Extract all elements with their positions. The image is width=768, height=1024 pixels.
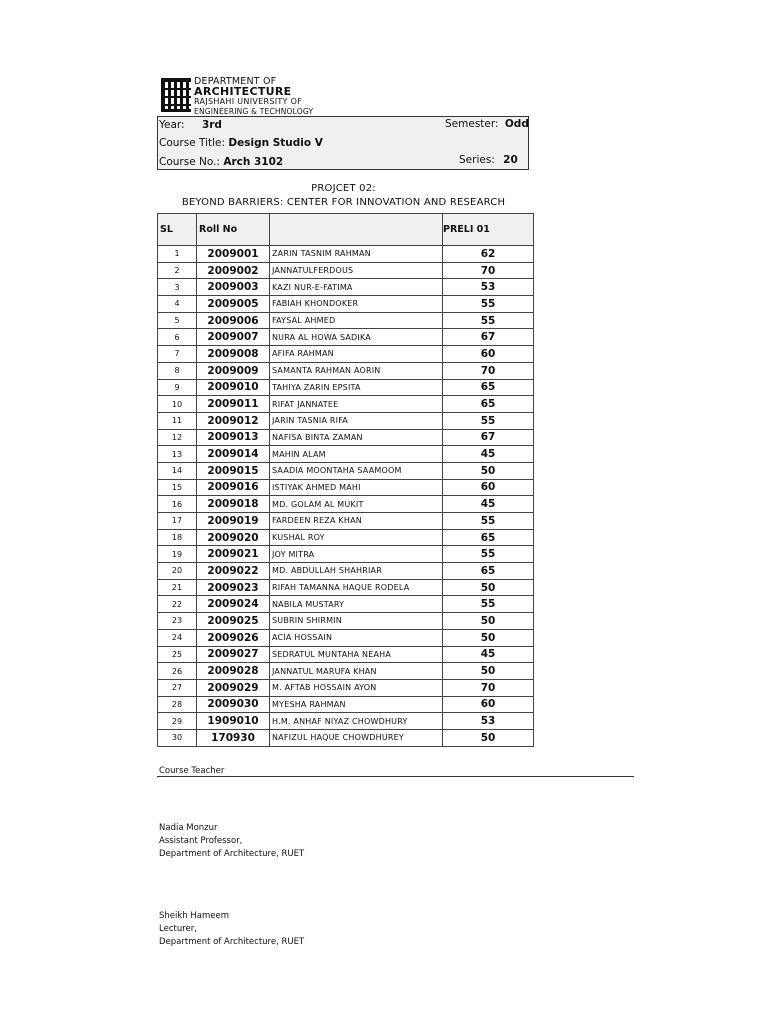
teacher-1-dept: Department of Architecture, RUET xyxy=(159,849,305,859)
row-roll-no: 2009027 xyxy=(197,646,270,663)
row-roll-no: 2009029 xyxy=(197,679,270,696)
row-sl: 20 xyxy=(158,563,197,580)
row-roll-no: 2009012 xyxy=(197,412,270,429)
row-student-name: FABIAH KHONDOKER xyxy=(270,296,443,313)
row-sl: 22 xyxy=(158,596,197,613)
row-roll-no: 2009019 xyxy=(197,513,270,530)
row-preli-score: 65 xyxy=(443,379,534,396)
row-student-name: MAHIN ALAM xyxy=(270,446,443,463)
row-preli-score: 65 xyxy=(443,563,534,580)
table-row xyxy=(158,312,534,329)
row-sl: 7 xyxy=(158,346,197,363)
row-sl: 6 xyxy=(158,329,197,346)
row-roll-no: 2009009 xyxy=(197,362,270,379)
teacher-1-block xyxy=(159,822,304,861)
semester-row xyxy=(445,118,529,130)
table-header-row xyxy=(158,214,534,246)
row-roll-no: 2009007 xyxy=(197,329,270,346)
marks-table xyxy=(157,213,534,747)
row-preli-score: 45 xyxy=(443,646,534,663)
header-preli-01: PRELI 01 xyxy=(443,214,534,246)
row-sl: 4 xyxy=(158,296,197,313)
row-student-name: ACIA HOSSAIN xyxy=(270,629,443,646)
table-row xyxy=(158,679,534,696)
row-roll-no: 2009016 xyxy=(197,479,270,496)
teacher-2-name: Sheikh Hameem xyxy=(159,911,230,921)
row-sl: 19 xyxy=(158,546,197,563)
row-sl: 12 xyxy=(158,429,197,446)
row-preli-score: 45 xyxy=(443,446,534,463)
row-preli-score: 65 xyxy=(443,529,534,546)
table-row xyxy=(158,329,534,346)
row-roll-no: 2009010 xyxy=(197,379,270,396)
row-preli-score: 53 xyxy=(443,713,534,730)
row-roll-no: 2009021 xyxy=(197,546,270,563)
course-title-value: Design Studio V xyxy=(228,137,323,149)
table-row xyxy=(158,379,534,396)
row-sl: 16 xyxy=(158,496,197,513)
header-roll-no: Roll No xyxy=(197,214,270,246)
table-row xyxy=(158,713,534,730)
department-name-block xyxy=(194,77,313,117)
dept-line-3: RAJSHAHI UNIVERSITY OF xyxy=(194,97,303,106)
row-student-name: JANNATULFERDOUS xyxy=(270,262,443,279)
row-roll-no: 2009018 xyxy=(197,496,270,513)
row-roll-no: 2009020 xyxy=(197,529,270,546)
teacher-1-name: Nadia Monzur xyxy=(159,823,218,833)
row-student-name: NURA AL HOWA SADIKA xyxy=(270,329,443,346)
row-sl: 30 xyxy=(158,729,197,746)
header-name xyxy=(270,214,443,246)
table-row xyxy=(158,513,534,530)
row-preli-score: 70 xyxy=(443,362,534,379)
row-sl: 1 xyxy=(158,246,197,263)
row-student-name: KAZI NUR-E-FATIMA xyxy=(270,279,443,296)
row-student-name: RIFAH TAMANNA HAQUE RODELA xyxy=(270,579,443,596)
table-row xyxy=(158,396,534,413)
project-title: BEYOND BARRIERS: CENTER FOR INNOVATION AND RESEARCH xyxy=(181,197,506,208)
row-preli-score: 55 xyxy=(443,412,534,429)
series-row xyxy=(459,154,518,166)
row-student-name: NAFIZUL HAQUE CHOWDHUREY xyxy=(270,729,443,746)
row-roll-no: 2009005 xyxy=(197,296,270,313)
row-roll-no: 1909010 xyxy=(197,713,270,730)
row-preli-score: 60 xyxy=(443,696,534,713)
series-value: 20 xyxy=(503,154,518,166)
row-roll-no: 2009024 xyxy=(197,596,270,613)
row-preli-score: 55 xyxy=(443,546,534,563)
row-student-name: H.M. ANHAF NIYAZ CHOWDHURY xyxy=(270,713,443,730)
row-student-name: SEDRATUL MUNTAHA NEAHA xyxy=(270,646,443,663)
course-no-value: Arch 3102 xyxy=(223,156,284,168)
row-student-name: TAHIYA ZARIN EPSITA xyxy=(270,379,443,396)
row-roll-no: 2009003 xyxy=(197,279,270,296)
row-roll-no: 2009028 xyxy=(197,663,270,680)
row-preli-score: 50 xyxy=(443,663,534,680)
teacher-2-title: Lecturer, xyxy=(159,924,197,934)
row-sl: 23 xyxy=(158,613,197,630)
table-row xyxy=(158,646,534,663)
table-row xyxy=(158,729,534,746)
row-student-name: FARDEEN REZA KHAN xyxy=(270,513,443,530)
row-preli-score: 70 xyxy=(443,262,534,279)
table-row xyxy=(158,629,534,646)
row-sl: 3 xyxy=(158,279,197,296)
table-row xyxy=(158,279,534,296)
row-roll-no: 2009006 xyxy=(197,312,270,329)
row-preli-score: 45 xyxy=(443,496,534,513)
table-row xyxy=(158,529,534,546)
row-preli-score: 62 xyxy=(443,246,534,263)
course-title-row xyxy=(159,137,323,149)
dept-line-1: DEPARTMENT OF xyxy=(194,76,277,87)
department-logo-icon xyxy=(161,78,191,112)
year-row xyxy=(159,119,222,131)
year-value: 3rd xyxy=(201,119,222,131)
table-row xyxy=(158,296,534,313)
row-sl: 2 xyxy=(158,262,197,279)
dept-line-2: ARCHITECTURE xyxy=(194,85,292,98)
row-roll-no: 2009011 xyxy=(197,396,270,413)
row-student-name: SAMANTA RAHMAN AORIN xyxy=(270,362,443,379)
table-row xyxy=(158,429,534,446)
row-sl: 17 xyxy=(158,513,197,530)
row-roll-no: 2009030 xyxy=(197,696,270,713)
row-sl: 26 xyxy=(158,663,197,680)
row-preli-score: 70 xyxy=(443,679,534,696)
table-row xyxy=(158,563,534,580)
row-sl: 28 xyxy=(158,696,197,713)
row-roll-no: 2009022 xyxy=(197,563,270,580)
row-student-name: ISTIYAK AHMED MAHI xyxy=(270,479,443,496)
row-student-name: MD. GOLAM AL MUKIT xyxy=(270,496,443,513)
row-student-name: SUBRIN SHIRMIN xyxy=(270,613,443,630)
row-sl: 8 xyxy=(158,362,197,379)
row-student-name: NAFISA BINTA ZAMAN xyxy=(270,429,443,446)
course-no-label: Course No.: xyxy=(159,156,220,168)
teacher-2-block xyxy=(159,910,304,949)
table-row xyxy=(158,579,534,596)
table-row xyxy=(158,362,534,379)
teacher-1-title: Assistant Professor, xyxy=(159,836,243,846)
row-sl: 9 xyxy=(158,379,197,396)
row-student-name: JOY MITRA xyxy=(270,546,443,563)
row-preli-score: 50 xyxy=(443,729,534,746)
row-sl: 24 xyxy=(158,629,197,646)
project-number: PROJCET 02: xyxy=(311,183,376,194)
row-student-name: SAADIA MOONTAHA SAAMOOM xyxy=(270,462,443,479)
row-preli-score: 55 xyxy=(443,312,534,329)
table-row xyxy=(158,412,534,429)
table-row xyxy=(158,462,534,479)
row-preli-score: 50 xyxy=(443,629,534,646)
row-preli-score: 53 xyxy=(443,279,534,296)
row-preli-score: 67 xyxy=(443,429,534,446)
row-sl: 14 xyxy=(158,462,197,479)
row-roll-no: 2009025 xyxy=(197,613,270,630)
table-row xyxy=(158,596,534,613)
teacher-2-dept: Department of Architecture, RUET xyxy=(159,937,305,947)
row-student-name: M. AFTAB HOSSAIN AYON xyxy=(270,679,443,696)
row-preli-score: 60 xyxy=(443,346,534,363)
table-body xyxy=(158,246,534,747)
row-sl: 15 xyxy=(158,479,197,496)
table-row xyxy=(158,246,534,263)
row-preli-score: 55 xyxy=(443,296,534,313)
year-label: Year: xyxy=(159,119,185,131)
row-sl: 11 xyxy=(158,412,197,429)
row-sl: 18 xyxy=(158,529,197,546)
row-sl: 10 xyxy=(158,396,197,413)
row-preli-score: 55 xyxy=(443,596,534,613)
series-label: Series: xyxy=(459,154,495,166)
row-student-name: MYESHA RAHMAN xyxy=(270,696,443,713)
row-roll-no: 2009023 xyxy=(197,579,270,596)
row-sl: 21 xyxy=(158,579,197,596)
row-roll-no: 2009013 xyxy=(197,429,270,446)
row-preli-score: 50 xyxy=(443,579,534,596)
course-teacher-label: Course Teacher xyxy=(159,766,225,776)
row-preli-score: 65 xyxy=(443,396,534,413)
table-row xyxy=(158,479,534,496)
row-roll-no: 170930 xyxy=(197,729,270,746)
table-row xyxy=(158,346,534,363)
row-roll-no: 2009001 xyxy=(197,246,270,263)
row-student-name: ZARIN TASNIM RAHMAN xyxy=(270,246,443,263)
course-teacher-divider xyxy=(157,776,634,777)
row-sl: 29 xyxy=(158,713,197,730)
row-student-name: RIFAT JANNATEE xyxy=(270,396,443,413)
row-sl: 5 xyxy=(158,312,197,329)
row-preli-score: 67 xyxy=(443,329,534,346)
row-sl: 27 xyxy=(158,679,197,696)
row-roll-no: 2009002 xyxy=(197,262,270,279)
table-row xyxy=(158,262,534,279)
row-preli-score: 50 xyxy=(443,462,534,479)
table-row xyxy=(158,696,534,713)
header-sl: SL xyxy=(158,214,197,246)
dept-line-4: ENGINEERING & TECHNOLOGY xyxy=(194,107,314,116)
row-student-name: NABILA MUSTARY xyxy=(270,596,443,613)
table-row xyxy=(158,613,534,630)
row-roll-no: 2009008 xyxy=(197,346,270,363)
table-row xyxy=(158,546,534,563)
table-row xyxy=(158,663,534,680)
row-student-name: JANNATUL MARUFA KHAN xyxy=(270,663,443,680)
row-student-name: KUSHAL ROY xyxy=(270,529,443,546)
course-no-row xyxy=(159,156,283,168)
row-sl: 25 xyxy=(158,646,197,663)
row-student-name: JARIN TASNIA RIFA xyxy=(270,412,443,429)
row-student-name: MD. ABDULLAH SHAHRIAR xyxy=(270,563,443,580)
row-preli-score: 60 xyxy=(443,479,534,496)
semester-label: Semester: xyxy=(445,118,499,130)
semester-value: Odd xyxy=(504,118,529,130)
row-roll-no: 2009015 xyxy=(197,462,270,479)
row-preli-score: 50 xyxy=(443,613,534,630)
row-sl: 13 xyxy=(158,446,197,463)
row-preli-score: 55 xyxy=(443,513,534,530)
table-row xyxy=(158,496,534,513)
row-roll-no: 2009026 xyxy=(197,629,270,646)
row-student-name: FAYSAL AHMED xyxy=(270,312,443,329)
table-row xyxy=(158,446,534,463)
row-student-name: AFIFA RAHMAN xyxy=(270,346,443,363)
course-title-label: Course Title: xyxy=(159,137,226,149)
row-roll-no: 2009014 xyxy=(197,446,270,463)
